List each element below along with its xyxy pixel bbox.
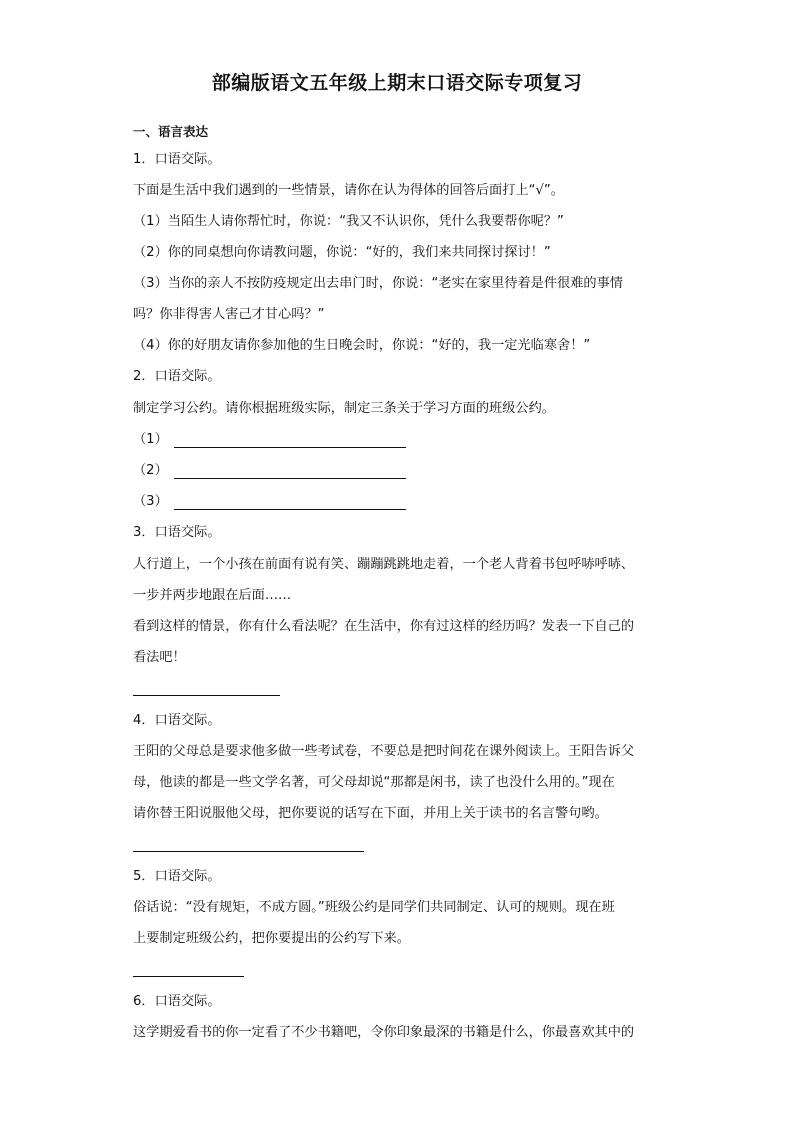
q1-header: 1．口语交际。 xyxy=(133,152,221,167)
q4-answer-line[interactable] xyxy=(133,851,364,852)
q1-item-1: （1）当陌生人请你帮忙时，你说：“我又不认识你，凭什么我要帮你呢？” xyxy=(133,214,564,229)
page-title: 部编版语文五年级上期末口语交际专项复习 xyxy=(211,72,583,94)
q4-paragraph-line-1: 王阳的父母总是要求他多做一些考试卷，不要总是把时间花在课外阅读上。王阳告诉父 xyxy=(133,744,635,759)
q2-answer-line-2 xyxy=(133,463,406,479)
q3-header: 3．口语交际。 xyxy=(133,525,221,540)
q1-item-3: （3）当你的亲人不按防疫规定出去串门时，你说：“老实在家里待着是件很难的事情 xyxy=(133,276,623,291)
q2-blank-label-2: （2） xyxy=(133,463,168,478)
q2-blank-label-3: （3） xyxy=(133,494,168,509)
q5-paragraph-line-1: 俗话说：“没有规矩，不成方圆。”班级公约是同学们共同制定、认可的规则。现在班 xyxy=(133,900,615,915)
q2-intro: 制定学习公约。请你根据班级实际，制定三条关于学习方面的班级公约。 xyxy=(133,401,555,416)
q4-header: 4．口语交际。 xyxy=(133,713,221,728)
q6-paragraph-line-1: 这学期爱看书的你一定看了不少书籍吧，令你印象最深的书籍是什么，你最喜欢其中的 xyxy=(133,1025,635,1040)
q3-paragraph-line-3: 看到这样的情景，你有什么看法呢？在生活中，你有过这样的经历吗？发表一下自己的 xyxy=(133,619,635,634)
q3-paragraph-line-4: 看法吧！ xyxy=(133,650,186,665)
q2-answer-line-3 xyxy=(133,494,406,510)
answer-blank[interactable] xyxy=(174,435,406,448)
q5-header: 5．口语交际。 xyxy=(133,869,221,884)
answer-blank[interactable] xyxy=(174,497,406,510)
q4-paragraph-line-3: 请你替王阳说服他父母，把你要说的话写在下面，并用上关于读书的名言警句哟。 xyxy=(133,806,608,821)
q1-item-3-cont: 吗？你非得害人害己才甘心吗？” xyxy=(133,307,325,322)
q5-answer-line[interactable] xyxy=(133,976,244,977)
q4-paragraph-line-2: 母，他读的都是一些文学名著，可父母却说“那都是闲书，读了也没什么用的。”现在 xyxy=(133,775,615,790)
q1-intro: 下面是生活中我们遇到的一些情景，请你在认为得体的回答后面打上“√”。 xyxy=(133,183,564,198)
q1-item-2: （2）你的同桌想向你请教问题，你说：“好的，我们来共同探讨探讨！” xyxy=(133,245,551,260)
section-heading: 一、语言表达 xyxy=(133,124,209,139)
q2-header: 2．口语交际。 xyxy=(133,369,221,384)
q3-answer-line[interactable] xyxy=(133,695,280,696)
q3-paragraph-line-2: 一步并两步地跟在后面…… xyxy=(133,588,292,603)
q2-answer-line-1 xyxy=(133,432,406,448)
q2-blank-label-1: （1） xyxy=(133,432,168,447)
answer-blank[interactable] xyxy=(174,466,406,479)
q3-paragraph-line-1: 人行道上，一个小孩在前面有说有笑、蹦蹦跳跳地走着，一个老人背着书包呼哧呼哧、 xyxy=(133,557,635,572)
q1-item-4: （4）你的好朋友请你参加他的生日晚会时，你说：“好的，我一定光临寒舍！” xyxy=(133,338,591,353)
q5-paragraph-line-2: 上要制定班级公约，把你要提出的公约写下来。 xyxy=(133,931,410,946)
q6-header: 6．口语交际。 xyxy=(133,994,221,1009)
